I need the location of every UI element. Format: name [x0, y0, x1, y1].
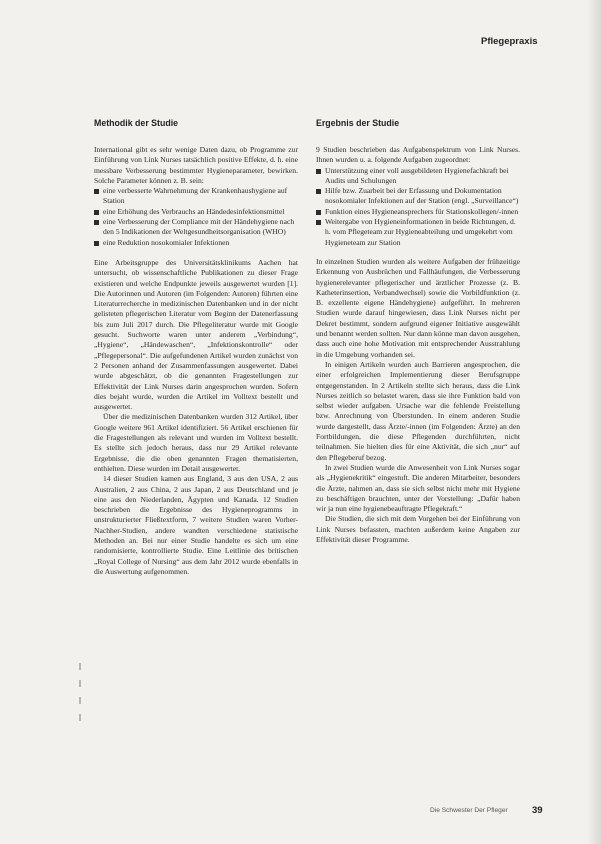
results-paragraph: In einigen Artikeln wurden auch Barrieren angesprochen, die einer erfolgreichen Implementierung dieser Berufsgruppe entgegenstanden. In 2 Artikeln stellte sich heraus, dass die Link Nurses zeitlich so belastet waren, dass sie ihre Funktion bald von selbst wieder aufgaben. Ursache war die fehlende Freistellung bzw. Anrechnung von Überstunden. In einem anderen Studie wurde dargestellt, dass Ärzte/-innen (im Folgenden: Ärzte) an den Fortbildungen, die diese Pflegenden durchführten, nicht teilnahmen. Sie hielten dies für eine Aktivität, die sich „nur“ auf den Pflegeberuf bezog. [316, 359, 520, 462]
right-column [316, 118, 520, 545]
page-number: 39 [532, 805, 543, 816]
bullet-icon [94, 210, 99, 215]
results-heading: Ergebnis der Studie [316, 118, 400, 128]
methodology-heading: Methodik der Studie [94, 118, 179, 128]
bullet-icon [316, 220, 321, 225]
task-list [316, 166, 520, 248]
bullet-icon [316, 189, 321, 194]
bullet-icon [94, 189, 99, 194]
methodology-intro: International gibt es sehr wenige Daten dazu, ob Programme zur Einführung von Link Nurses tatsächlich positive Effekte, d. h. eine messbare Verbesserung bestimmter Hygieneparameter, bewirken. Solche Parameter können z. B. sein: [94, 145, 298, 185]
bullet-icon [94, 241, 99, 246]
section-label: Pflegepraxis [481, 36, 538, 47]
journal-footer: Die Schwester Der Pfleger [430, 807, 508, 814]
results-paragraph: Die Studien, die sich mit dem Vorgehen bei der Einführung von Link Nurses befassten, machten außerdem keine Angaben zur Effektivität dieser Programme. [316, 514, 520, 544]
results-paragraph: In einzelnen Studien wurden als weitere Aufgaben der frühzeitige Erkennung von Ausbrüchen und Fallhäufungen, die Verbesserung hygienerelevanter pflegerischer und ärztlicher Prozesse (z. B. Katheterinsertion, Verbandwechsel) sowie die Vorbildfunktion (z. B. exzellente eigene Händehygiene) aufgeführt. In mehreren Studien wurde darauf hingewiesen, dass Link Nurses nicht per Dekret bestimmt, sondern aufgrund eigener Initiative ausgewählt und benannt werden sollten. Nur dann könne man davon ausgehen, dass auch eine hohe Motivation mit entsprechender Ausstrahlung in die Umgebung vorhanden sei. [316, 256, 520, 359]
methodology-paragraph: 14 dieser Studien kamen aus England, 3 aus den USA, 2 aus Australien, 2 aus China, 2 aus Japan, 2 aus Deutschland und je eine aus den Niederlanden, Ägypten und Kanada. 12 Studien beschrieben die Ergebnisse des Hygieneprogramms in unstrukturierter Fließtextform, 7 weitere Studien waren Vorher-Nachher-Studien, andere wandten verschiedene statistische Methoden an. Bei nur einer Studie handelte es sich um eine randomisierte, kontrollierte Studie. Eine Leitlinie des britischen „Royal College of Nursing“ aus dem Jahr 2012 wurde ebenfalls in die Auswertung aufgenommen. [94, 474, 298, 576]
list-item: Funktion eines Hygieneansprechers für Stationskollegen/-innen [316, 207, 520, 217]
results-paragraph: In zwei Studien wurde die Anwesenheit von Link Nurses sogar als „Hygienekritik“ eingestuft. Die anderen Mitarbeiter, besonders die Ärzte, nahmen an, dass sie sich selbst nicht mehr mit Hygiene zu beschäftigen brauchten, unter der Vorstellung: „Dafür haben wir ja nun eine hygienebeauftragte Pflegekraft.“ [316, 462, 520, 514]
list-item: Unterstützung einer voll ausgebildeten Hygienefachkraft bei Audits und Schulungen [316, 166, 520, 187]
parameter-list [94, 186, 298, 248]
bullet-icon [316, 210, 321, 215]
methodology-paragraph: Über die medizinischen Datenbanken wurden 312 Artikel, über Google weitere 961 Artikel identifiziert. 56 Artikel erschienen für die Fragestellungen als relevant und wurden im Volltext bestellt. Es stellte sich jedoch heraus, dass nur 29 Artikel relevante Ergebnisse, die die oben genannten Fragen thematisierten, enthielten. Diese wurden im Detail ausgewertet. [94, 412, 298, 473]
list-item: eine verbesserte Wahrnehmung der Krankenhaushygiene auf Station [94, 186, 298, 207]
bullet-icon [94, 220, 99, 225]
methodology-paragraph: Eine Arbeitsgruppe des Universitätsklinikums Aachen hat untersucht, ob wissenschaftliche Publikationen zu dieser Frage existieren und welche Endpunkte jeweils ausgewertet wurden [1]. Die Autorinnen und Autoren (im Folgenden: Autoren) führten eine Literaturrecherche in medizinischen Datenbanken und in der nicht gelisteten pflegerischen Literatur vom Beginn der Datenerfassung bis zum Juli 2017 durch. Die Pflegeliteratur wurde mit Google gesucht. Suchworte waren unter anderem „Verbindung“, „Hygiene“, „Händewaschen“, „Infektionskontrolle“ oder „Pflegepersonal“. Die aufgefundenen Artikel wurden zunächst von 2 Personen anhand der Zusammenfassungen ausgewertet. Dabei wurde abgeschätzt, ob die genannten Fragestellungen zur Effektivität der Link Nurses darin angesprochen wurden. Sofern dies bejaht wurde, wurden die Artikel im Volltext bestellt und ausgewertet. [94, 257, 298, 412]
list-item: Weitergabe von Hygieneinformationen in beide Richtungen, d. h. vom Pflegeteam zur Hygieneabteilung und umgekehrt vom Hygieneteam zur Station [316, 217, 520, 248]
bullet-icon [316, 169, 321, 174]
results-intro: 9 Studien beschrieben das Aufgabenspektrum von Link Nurses. Ihnen wurden u. a. folgende Aufgaben zugeordnet: [316, 145, 520, 165]
list-item: Hilfe bzw. Zuarbeit bei der Erfassung und Dokumentation nosokomialer Infektionen auf der Station (engl. „Surveillance“) [316, 186, 520, 207]
left-column [94, 118, 298, 577]
list-item: eine Erhöhung des Verbrauchs an Händedesinfektionsmittel [94, 207, 298, 217]
list-item: eine Reduktion nosokomialer Infektionen [94, 238, 298, 248]
margin-marks [78, 663, 82, 731]
list-item: eine Verbesserung der Compliance mit der Händehygiene nach den 5 Indikationen der Weltgesundheitsorganisation (WHO) [94, 217, 298, 238]
